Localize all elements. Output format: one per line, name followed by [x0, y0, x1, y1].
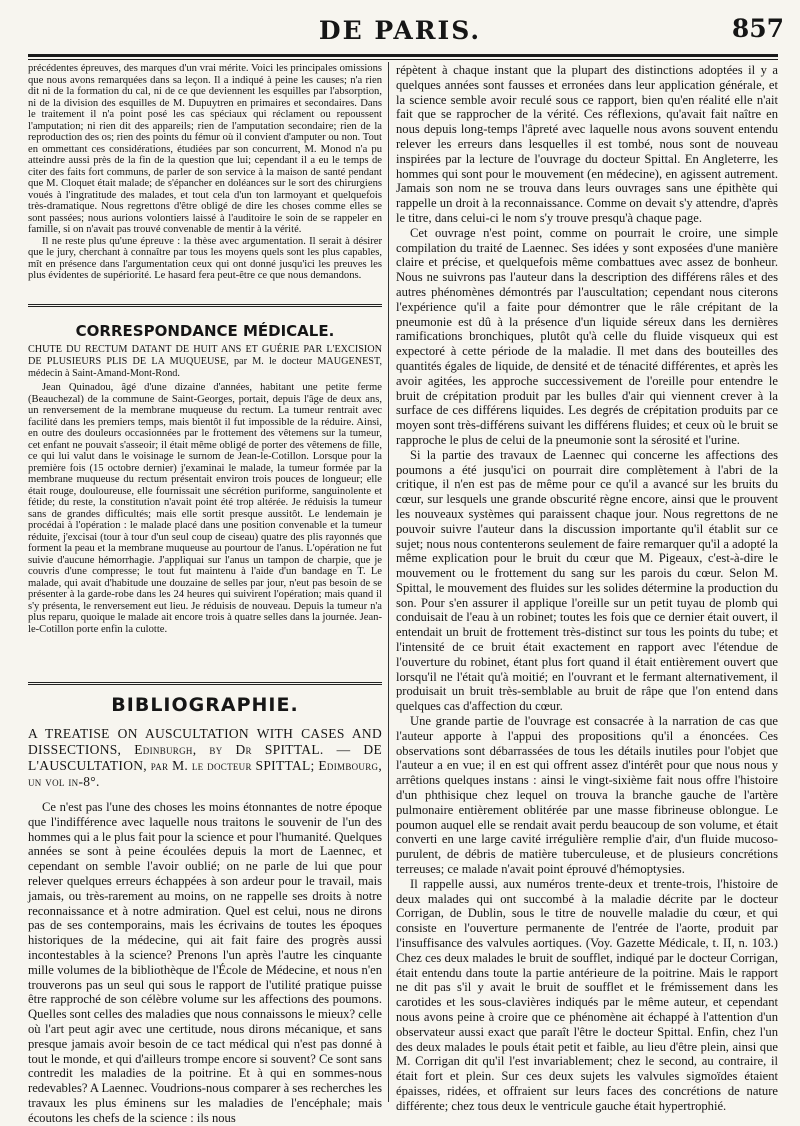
bibliographie-headline: A TREATISE ON AUSCULTATION WITH CASES AND DISSECTIONS, Edinburgh, by Dr SPITTAL. — DE L'AUSCULTATION, par M. le docteur SPITTAL; Edimbourg, un vol in-8°.	[28, 726, 382, 789]
right-column-article	[396, 63, 778, 1113]
paragraph: Une grande partie de l'ouvrage est consacrée à la narration de cas que l'auteur apporte à l'appui des propositions qu'il a énoncées. Ces observations sont débarrassées de tous les détails inutiles pour l'objet que l'auteur a en vue; il en est qui offrent assez d'intérêt pour que nous nous y arrêtions quelques instans : ainsi le vingt-sixième fait nous offre l'histoire d'un phthisique chez lequel on trouva la branche gauche de l'artère pulmonaire entièrement oblitérée par une masse fibrineuse oblongue. Le poumon auquel elle se rendait avait perdu beaucoup de son volume, et était converti en une large cavité irrégulière remplie d'air, d'un fluide mucoso-purulent, de débris de matière tuberculeuse, et de plusieurs concrétions terreuses; ce malade n'avait point éprouvé d'hémoptysies.	[396, 714, 778, 877]
header-rule	[28, 54, 778, 57]
column-divider	[388, 62, 389, 1102]
correspondance-headline: CHUTE DU RECTUM DATANT DE HUIT ANS ET GUÉRIE PAR L'EXCISION DE PLUSIEURS PLIS DE LA MUQUEUSE, par M. le docteur MAUGENEST, médecin à Saint-Amand-Mont-Rond.	[28, 344, 382, 379]
bibliographie-title: BIBLIOGRAPHIE.	[111, 694, 299, 716]
bibliographie-body	[28, 800, 382, 1125]
paragraph: Il ne reste plus qu'une épreuve : la thèse avec argumentation. Il serait à désirer que le jury, cherchant à connaître par tous les moyens quels sont les plus capables, mît en présence dans l'argumentation ceux qui ont donné jusqu'ici les preuves les plus évidentes de supériorité. Le hasard fera peut-être ce que nous demandons.	[28, 235, 382, 281]
correspondance-headline-block	[28, 344, 382, 380]
masthead: DE PARIS.	[318, 16, 482, 45]
paragraph: répètent à chaque instant que la plupart des distinctions adoptées il y a quelques années sont fausses et erronées dans leur application générale, et la science semble avoir reculé sous ce rapport, bien qu'en réalité elle n'ait fait que se rapprocher de la vérité. Ces réflexions, qu'avait fait naître en nous depuis long-temps l'âpreté avec laquelle nous avons souvent entendu relever les erreurs dans lesquelles il est tombé, nous sont de nouveau inspirées par la lecture de l'ouvrage du docteur Spittal. En Angleterre, les hommes qui sont pour le mouvement (en médecine), en agissent autrement. Jamais son nom ne se trouva dans leurs ouvrages sans une épithète qui rappelle un droit à la reconnaissance. Comme on devait s'y attendre, d'après le titre, dans celui-ci le nom s'y trouve presqu'à chaque page.	[396, 63, 778, 225]
paragraph: Ce n'est pas l'une des choses les moins étonnantes de notre époque que l'indifférence avec laquelle nous traitons le souvenir de l'un des hommes qui a le plus fait pour la science et pour l'humanité. Quelques années se sont à peine écoulées depuis la mort de Laennec, et cependant on semble l'avoir oublié; on ne parle de lui que pour relever quelques erreurs échappées à son ardeur pour le travail, mais jamais, ou très-rarement au moins, on ne rappelle ses droits à notre reconnaissance et à notre admiration. Quel est celui, nous ne dirons pas de ses contemporains, mais les écrivains de toutes les époques historiques de la médecine, qui ait fait faire des progrès aussi incontestables à la science? Prenons l'un après l'autre les cinquante mille volumes de la bibliothèque de l'École de Médecine, et nous n'en trouverons pas un seul qui sous le rapport de l'utilité pratique puisse être rapproché de son célèbre volume sur les affections des poumons. Quelles sont celles des maladies que nous connaissons le mieux? celle où l'art peut agir avec une certitude, nous dirons mécanique, et sans presque jamais avoir besoin de ce tact médical qui n'est pas donné à tout le monde, et qui d'ailleurs trompe encore si souvent? Ce sont sans contredit les maladies de la poitrine. Et à qui en sommes-nous redevables? A Laennec. Voudrions-nous comparer à ses recherches les travaux les plus éminens sur les maladies de l'encéphale; mais écoutons les chefs de la science : ils nous	[28, 800, 382, 1125]
correspondance-title: CORRESPONDANCE MÉDICALE.	[75, 322, 335, 340]
correspondance-body	[28, 382, 382, 670]
header-rule-thin	[28, 59, 778, 60]
page-number: 857	[731, 14, 784, 43]
paragraph: Si la partie des travaux de Laennec qui concerne les affections des poumons a été jusqu'ici on pourrait dire complètement à l'abri de la critique, il n'en est pas de même pour ce qu'il a avancé sur les bruits du cœur, sur lesquels une grande obscurité règne encore, ainsi que le prouvent les nouveaux systèmes qui paraissent chaque jour. Nous regrettons de ne pouvoir suivre l'auteur dans la discussion importante qu'il établit sur ce sujet; nous nous contenterons seulement de faire remarquer qu'il a adopté la même explication pour le bruit du cœur que M. Pigeaux, c'est-à-dire le mouvement ou le frottement du sang sur les parois du cœur. Selon M. Spittal, le mouvement des fluides sur les solides détermine la production du son. Pour s'en assurer il applique l'oreille sur un petit tuyau de plomb qui conduisait de l'eau à un robinet; toutes les fois que ce dernier était ouvert, il entendait un bruit de frottement très-distinct sur tous les points du tube; et l'intensité de ce bruit était exactement en rapport avec l'étendue de l'ouverture du robinet, étant plus fort quand il était entièrement ouvert que lorsqu'il ne l'était qu'à moitié; en l'ouvrant et le fermant alternativement, il produisait un bruit très-semblable au bruit de râpe que l'on entend dans quelques cas d'affection du cœur.	[396, 447, 778, 714]
paragraph: Jean Quinadou, âgé d'une dizaine d'années, habitant une petite ferme (Beauchezal) de la commune de Saint-Georges, portait, depuis l'âge de deux ans, un renversement de la membrane muqueuse du rectum. La tumeur rentrait avec facilité dans les premiers temps, mais bientôt il fut impossible de la réduire. Ainsi, en outre des douleurs occasionnées par le frottement des vêtemens sur la tumeur, cet enfant ne pouvait s'asseoir; il était même obligé de porter des vêtemens de fille, ce qui lui valut dans le voisinage le surnom de Jean-le-Cotillon. Lorsque pour la première fois (15 octobre dernier) j'examinai le malade, la tumeur formée par la membrane muqueuse du rectum présentait environ trois pouces de longueur; elle était rouge, douloureuse, elle fournissait une sécrétion puriforme, sanguinolente et fétide; du reste, la constitution n'avait point été trop altérée. Je réduisis la tumeur sans de grandes difficultés; mais elle sortit presque aussitôt. Le lendemain je procédai à l'opération : le malade placé dans une position convenable et la tumeur réduite, j'excisai (tour à tour d'un seul coup de ciseau) quatre des plis rayonnés que forment la peau et la membrane muqueuse au pourtour de l'anus. L'opération ne fut suivie d'aucune hémorrhagie. J'appliquai sur l'anus un tampon de charpie, que je couvris d'une compresse; le tout fut maintenu à l'aide d'un bandage en T. Le malade, qui avait d'habitude une douzaine de selles par jour, n'eut pas besoin de se présenter à la garde-robe dans les 24 heures qui suivirent l'opération; mais quand il s'y présenta, le renversement eut lieu. Je réduisis de nouveau. Depuis la tumeur n'a plus reparu, quoique le malade ait encore trois à quatre selles dans la journée. Jean-le-Cotillon porte enfin la culotte.	[28, 382, 382, 635]
paragraph: Il rappelle aussi, aux numéros trente-deux et trente-trois, l'histoire de deux malades qui ont succombé à la maladie décrite par le docteur Corrigan, de Dublin, sous le titre de nouvelle maladie du cœur, et qui consiste en l'ouverture permanente de l'entrée de l'aorte, produit par l'insuffisance des valvules aortiques. (Voy. Gazette Médicale, t. II, n. 103.) Chez ces deux malades le bruit de soufflet, indiqué par le docteur Corrigan, était entendu dans toute la partie antérieure de la poitrine. Mais le rapport ne dit pas s'il y avait le bruit de soufflet et le frémissement dans les carotides et les sous-clavières indiqués par le même auteur, et cependant nous avons peine à croire que ce phénomène ait échappé à l'attention d'un observateur aussi exact que paraît l'être le docteur Spittal. Enfin, chez l'un des deux malades le pouls était petit et faible, au lieu d'être plein, ainsi que M. Corrigan dit qu'il l'est invariablement; chez le second, au contraire, il était fort et plein. Sur ces deux sujets les valvules sigmoïdes étaient épaisses, ridées, et offraient sur leurs faces des concrétions de nature différente; chez tous deux le ventricule gauche était hypertrophié.	[396, 876, 778, 1113]
section-rule	[28, 304, 382, 307]
page-header	[0, 0, 800, 60]
section-rule	[28, 682, 382, 685]
paragraph: précédentes épreuves, des marques d'un vrai mérite. Voici les principales omissions que nous avons remarquées dans sa leçon. Il a indiqué à peine les causes; n'a rien dit ni de la formation du cal, ni de ce que deviennent les esquilles par l'absorption, ni de la division des esquilles de M. Dupuytren en primaires et secondaires. Dans le traitement il n'a point posé les cas spéciaux qui réclament ou repoussent l'amputation; ni rien dit des appareils; rien de l'amputation secondaire; rien de la reproduction des os; rien des points du fémur où il convient d'amputer ou non. Tout en ommettant ces considérations, étudiées par son concurrent, M. Monod n'a pu atteindre aussi près de la fin de la question que lui; cependant il a eu le temps de citer des faits fort communs, de parler de son service à la maison de santé pendant que M. Cloquet était malade; de s'épancher en doléances sur le sort des chirurgiens voués à l'ingratitude des malades, et tout cela d'un ton larmoyant et quelquefois très-dramatique. Nous regrettons d'être obligé de dire les choses comme elles se sont passées; nous aurions volontiers laissé à l'auditoire le soin de se rappeler en famille, si on n'avait pas trouvé convenable de mentir à la vérité.	[28, 63, 382, 235]
paragraph: Cet ouvrage n'est point, comme on pourrait le croire, une simple compilation du traité de Laennec. Ses idées y sont exposées d'une manière claire et précise, et quelquefois même combattues avec assez de bonheur. Nous ne suivrons pas l'auteur dans la description des différens râles et des autres phénomènes démontrés par l'auscultation; cependant nous citerons l'expérience qu'il a faite pour démontrer que le râle crépitant de la pneumonie est dû à la présence d'un liquide séreux dans les dernières ramifications bronchiques, plutôt qu'à celle du fluide visqueux qui est expectoré à cette période de la maladie. Il met dans des bouteilles des quantités égales de liquide, de densité et de ténacité différentes, et après les avoir agitées, les approche successivement de l'oreille pour entendre le bruit de crépitation produit par les bulles d'air qui viennent crever à la surface de ces différens liquides. Les degrés de crépitation produits par ce moyen sont très-différens suivant les différens fluides; et ceux où le bruit se rapproche le plus de celui de la pneumonie sont la sérosité et l'urine.	[396, 225, 778, 447]
bibliographie-headline-block	[28, 726, 382, 796]
left-top-article	[28, 63, 382, 295]
